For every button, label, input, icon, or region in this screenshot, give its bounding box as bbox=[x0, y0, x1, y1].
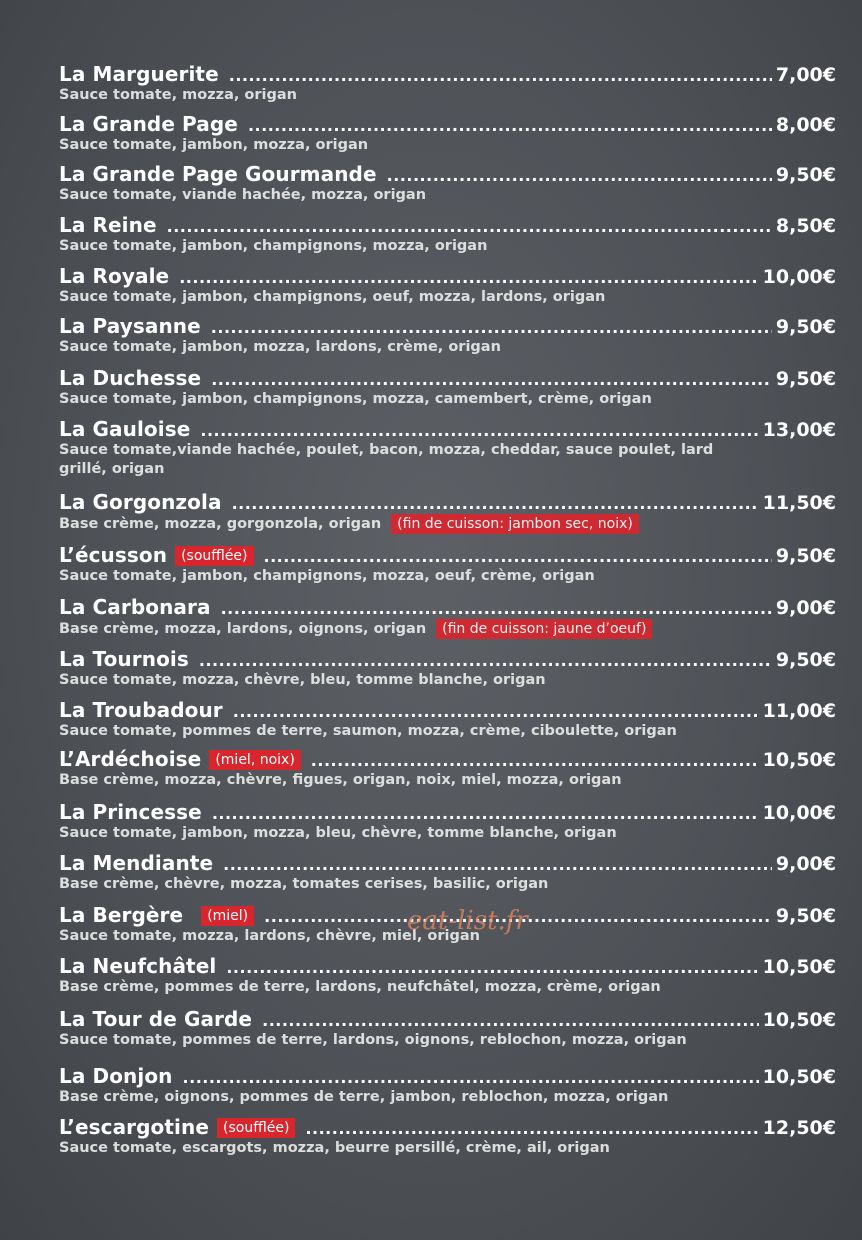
item-name: La Carbonara bbox=[59, 595, 211, 619]
item-name: La Tour de Garde bbox=[59, 1007, 253, 1031]
item-name: La Paysanne bbox=[59, 314, 201, 338]
menu-item bbox=[59, 366, 836, 409]
item-description: Sauce tomate, mozza, origan bbox=[59, 87, 297, 103]
dot-leader bbox=[387, 166, 772, 185]
item-name: La Gorgonzola bbox=[59, 490, 222, 514]
dot-leader bbox=[311, 751, 759, 770]
item-description: Sauce tomate, jambon, mozza, origan bbox=[59, 137, 369, 153]
item-description bbox=[59, 514, 719, 534]
item-price: 10,50€ bbox=[762, 956, 836, 978]
item-price: 9,00€ bbox=[775, 853, 836, 875]
dot-leader bbox=[200, 421, 758, 440]
dot-leader bbox=[232, 494, 759, 513]
item-price: 12,50€ bbox=[762, 1117, 836, 1139]
dot-leader bbox=[264, 547, 772, 566]
item-name: La Grande Page Gourmande bbox=[59, 162, 377, 186]
menu-item bbox=[59, 1115, 836, 1158]
item-price: 9,50€ bbox=[775, 649, 836, 671]
item-name: La Princesse bbox=[59, 800, 202, 824]
item-name: La Troubadour bbox=[59, 698, 223, 722]
dot-leader bbox=[223, 855, 772, 874]
item-price: 9,00€ bbox=[775, 597, 836, 619]
item-description: Sauce tomate,viande hachée, poulet, bacon, mozza, cheddar, sauce poulet, lard grillé, origan bbox=[59, 442, 714, 477]
item-name: La Grande Page bbox=[59, 112, 238, 136]
item-price: 9,50€ bbox=[775, 545, 836, 567]
menu-item bbox=[59, 800, 836, 843]
item-price: 10,00€ bbox=[762, 802, 836, 824]
menu-item bbox=[59, 490, 836, 534]
item-description: Sauce tomate, pommes de terre, lardons, oignons, reblochon, mozza, origan bbox=[59, 1032, 687, 1048]
item-badge: (soufflée) bbox=[175, 546, 253, 566]
item-description-text: Base crème, mozza, lardons, oignons, origan bbox=[59, 621, 427, 637]
item-name: La Donjon bbox=[59, 1064, 173, 1088]
item-price: 9,50€ bbox=[775, 905, 836, 927]
menu-item bbox=[59, 647, 836, 690]
dot-leader bbox=[212, 804, 759, 823]
item-name: La Gauloise bbox=[59, 417, 191, 441]
menu-item bbox=[59, 264, 836, 307]
item-description: Sauce tomate, jambon, champignons, mozza, camembert, crème, origan bbox=[59, 391, 652, 407]
menu-item bbox=[59, 954, 836, 997]
menu-item bbox=[59, 595, 836, 639]
item-price: 9,50€ bbox=[775, 368, 836, 390]
item-badge: (soufflée) bbox=[217, 1118, 295, 1138]
menu-item bbox=[59, 747, 836, 790]
menu-item bbox=[59, 112, 836, 155]
item-description: Base crème, mozza, chèvre, figues, origan, noix, miel, mozza, origan bbox=[59, 772, 622, 788]
item-price: 10,00€ bbox=[762, 266, 836, 288]
item-badge: (miel) bbox=[201, 906, 254, 926]
item-description: Sauce tomate, escargots, mozza, beurre persillé, crème, ail, origan bbox=[59, 1140, 610, 1156]
item-description: Sauce tomate, mozza, lardons, chèvre, miel, origan bbox=[59, 928, 480, 944]
item-name: La Mendiante bbox=[59, 851, 214, 875]
item-description: Sauce tomate, jambon, champignons, oeuf, mozza, lardons, origan bbox=[59, 289, 606, 305]
menu-item bbox=[59, 1007, 836, 1050]
dot-leader bbox=[248, 116, 772, 135]
item-name: La Marguerite bbox=[59, 62, 219, 86]
item-price: 10,50€ bbox=[762, 1009, 836, 1031]
item-name: L’escargotine bbox=[59, 1115, 210, 1139]
item-name: L’écusson bbox=[59, 543, 168, 567]
item-description: Base crème, pommes de terre, lardons, neufchâtel, mozza, crème, origan bbox=[59, 979, 661, 995]
menu-item bbox=[59, 698, 836, 741]
dot-leader bbox=[226, 958, 758, 977]
menu-item bbox=[59, 1064, 836, 1107]
dot-leader bbox=[199, 651, 772, 670]
menu-item bbox=[59, 162, 836, 205]
item-name: L’Ardéchoise bbox=[59, 747, 202, 771]
dot-leader bbox=[179, 268, 758, 287]
item-price: 10,50€ bbox=[762, 1066, 836, 1088]
item-name: La Royale bbox=[59, 264, 170, 288]
item-description: Base crème, oignons, pommes de terre, jambon, reblochon, mozza, origan bbox=[59, 1089, 669, 1105]
menu-item bbox=[59, 314, 836, 357]
dot-leader bbox=[211, 318, 772, 337]
cooking-note-badge: (fin de cuisson: jaune d’oeuf) bbox=[436, 619, 652, 639]
item-price: 7,00€ bbox=[775, 64, 836, 86]
dot-leader bbox=[262, 1011, 759, 1030]
item-description-text: Base crème, mozza, gorgonzola, origan bbox=[59, 516, 382, 532]
item-price: 8,50€ bbox=[775, 215, 836, 237]
item-price: 13,00€ bbox=[762, 419, 836, 441]
dot-leader bbox=[305, 1119, 758, 1138]
item-description: Sauce tomate, mozza, chèvre, bleu, tomme blanche, origan bbox=[59, 672, 546, 688]
item-description: Sauce tomate, jambon, champignons, mozza, origan bbox=[59, 238, 488, 254]
dot-leader bbox=[167, 217, 772, 236]
item-price: 9,50€ bbox=[775, 164, 836, 186]
item-description: Sauce tomate, jambon, mozza, bleu, chèvre, tomme blanche, origan bbox=[59, 825, 617, 841]
item-name: La Duchesse bbox=[59, 366, 202, 390]
dot-leader bbox=[211, 370, 772, 389]
item-description: Base crème, chèvre, mozza, tomates cerises, basilic, origan bbox=[59, 876, 549, 892]
menu-item bbox=[59, 543, 836, 586]
dot-leader bbox=[221, 599, 772, 618]
watermark: eat-list.fr bbox=[407, 906, 528, 936]
cooking-note-badge: (fin de cuisson: jambon sec, noix) bbox=[391, 514, 639, 534]
item-price: 8,00€ bbox=[775, 114, 836, 136]
dot-leader bbox=[183, 1068, 759, 1087]
item-name: La Reine bbox=[59, 213, 157, 237]
item-name: La Tournois bbox=[59, 647, 189, 671]
item-description: Sauce tomate, jambon, mozza, lardons, crème, origan bbox=[59, 339, 501, 355]
item-price: 10,50€ bbox=[762, 749, 836, 771]
item-price: 9,50€ bbox=[775, 316, 836, 338]
menu-item bbox=[59, 62, 836, 105]
item-name: La Neufchâtel bbox=[59, 954, 217, 978]
item-price: 11,00€ bbox=[762, 700, 836, 722]
item-price: 11,50€ bbox=[762, 492, 836, 514]
menu-item bbox=[59, 417, 836, 479]
item-description bbox=[59, 619, 719, 639]
item-description: Sauce tomate, pommes de terre, saumon, mozza, crème, ciboulette, origan bbox=[59, 723, 677, 739]
menu-item bbox=[59, 851, 836, 894]
dot-leader bbox=[233, 702, 759, 721]
item-badge: (miel, noix) bbox=[209, 750, 300, 770]
item-description: Sauce tomate, viande hachée, mozza, origan bbox=[59, 187, 427, 203]
dot-leader bbox=[229, 66, 772, 85]
menu-item bbox=[59, 213, 836, 256]
item-description: Sauce tomate, jambon, champignons, mozza, oeuf, crème, origan bbox=[59, 568, 595, 584]
item-name: La Bergère bbox=[59, 903, 184, 927]
